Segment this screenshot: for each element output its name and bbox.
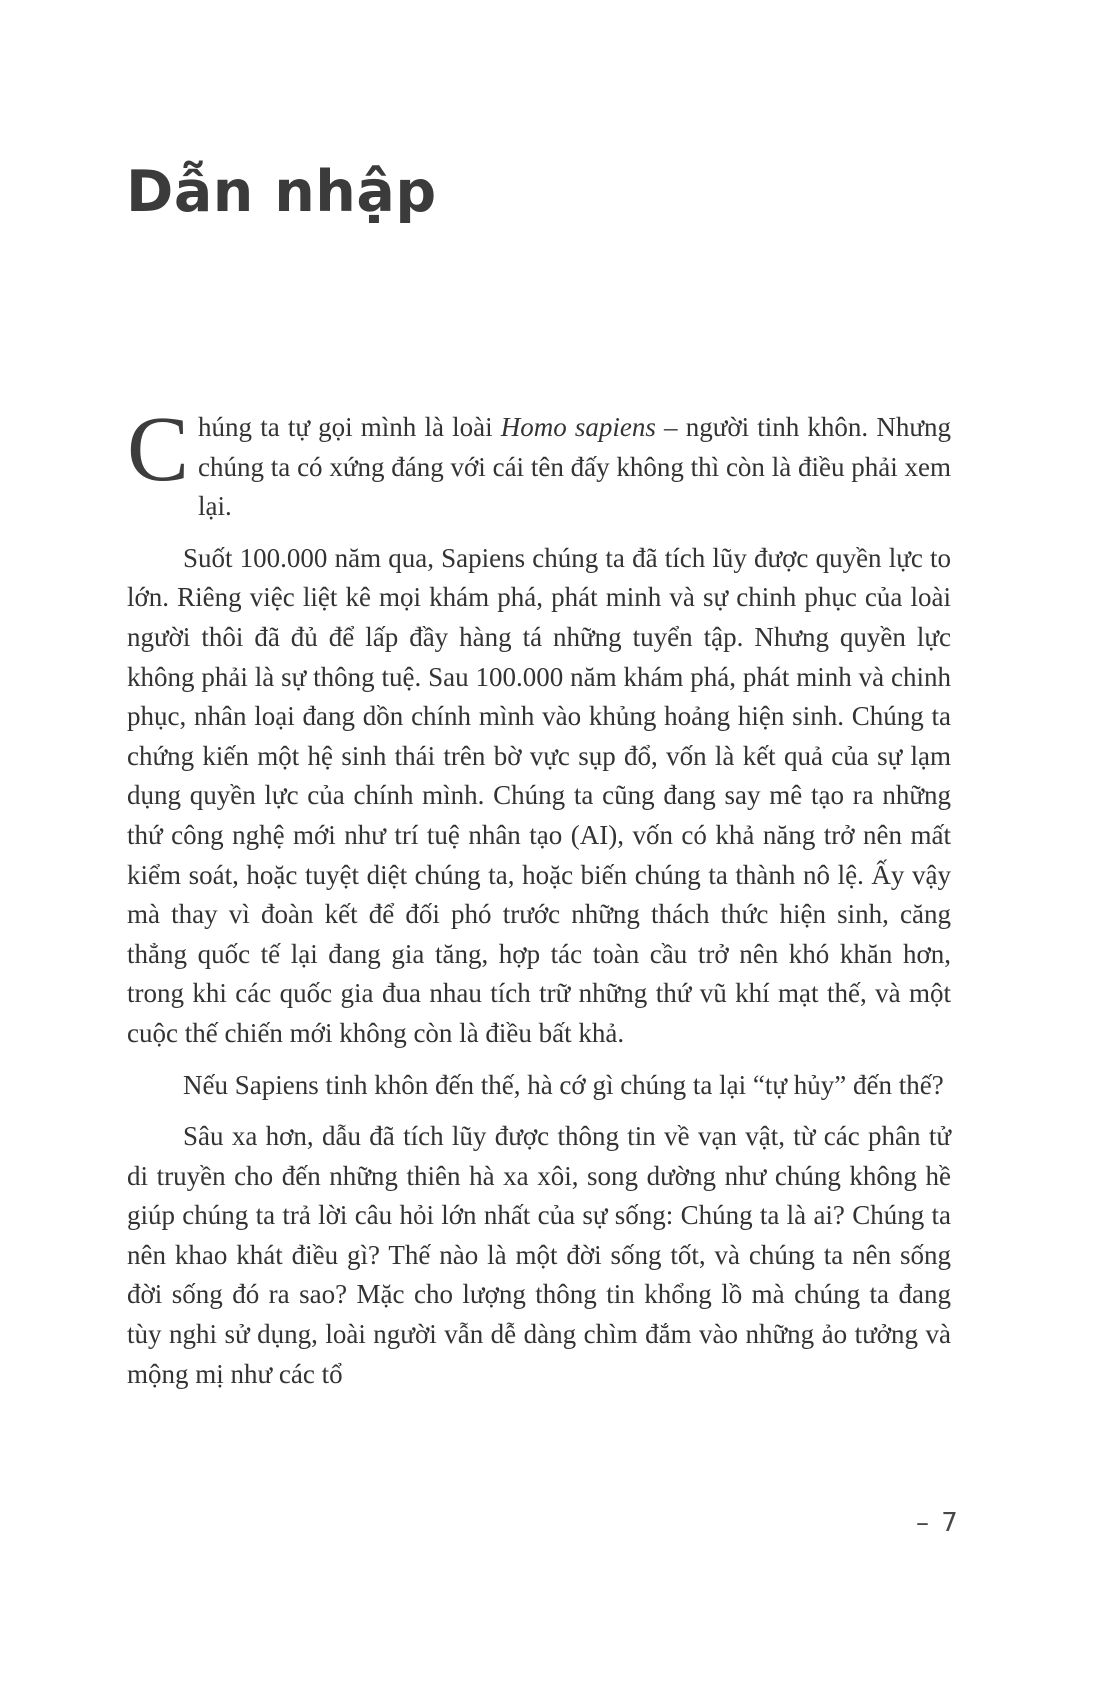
paragraph [127, 1117, 951, 1394]
text-segment: – người tinh khôn. Nhưng chúng ta có xứng đáng với cái tên đấy không thì còn là điều phải xem lại. [198, 412, 951, 522]
text-segment: Suốt 100.000 năm qua, Sapiens chúng ta đã tích lũy được quyền lực to lớn. Riêng việc liệt kê mọi khám phá, phát minh và sự chinh phục của loài người thôi đã đủ để lấp đầy hàng tá những tuyển tập. Nhưng quyền lực không phải là sự thông tuệ. Sau 100.000 năm khám phá, phát minh và chinh phục, nhân loại đang dồn chính mình vào khủng hoảng hiện sinh. Chúng ta chứng kiến một hệ sinh thái trên bờ vực sụp đổ, vốn là kết quả của sự lạm dụng quyền lực của chính mình. Chúng ta cũng đang say mê tạo ra những thứ công nghệ mới như trí tuệ nhân tạo (AI), vốn có khả năng trở nên mất kiểm soát, hoặc tuyệt diệt chúng ta, hoặc biến chúng ta thành nô lệ. Ấy vậy mà thay vì đoàn kết để đối phó trước những thách thức hiện sinh, căng thẳng quốc tế lại đang gia tăng, hợp tác toàn cầu trở nên khó khăn hơn, trong khi các quốc gia đua nhau tích trữ những thứ vũ khí mạt thế, và một cuộc thế chiến mới không còn là điều bất khả. [127, 542, 951, 1048]
text-segment: Sâu xa hơn, dẫu đã tích lũy được thông tin về vạn vật, từ các phân tử di truyền cho đến những thiên hà xa xôi, song dường như chúng không hề giúp chúng ta trả lời câu hỏi lớn nhất của sự sống: Chúng ta là ai? Chúng ta nên khao khát điều gì? Thế nào là một đời sống tốt, và chúng ta nên sống đời sống đó ra sao? Mặc cho lượng thông tin khổng lồ mà chúng ta đang tùy nghi sử dụng, loài người vẫn dễ dàng chìm đắm vào những ảo tưởng và mộng mị như các tổ [127, 1121, 951, 1389]
drop-cap: C [127, 398, 190, 501]
text-segment: húng ta tự gọi mình là loài [198, 412, 501, 442]
paragraph [127, 539, 951, 1054]
page-number: – 7 [916, 1508, 960, 1538]
text-segment: Nếu Sapiens tinh khôn đến thế, hà cớ gì chúng ta lại “tự hủy” đến thế? [183, 1069, 944, 1100]
chapter-title: Dẫn nhập [126, 159, 437, 225]
paragraph [127, 1066, 951, 1106]
chapter-body [127, 398, 951, 1406]
paragraph [127, 398, 951, 527]
italic-text: Homo sapiens [500, 412, 656, 442]
